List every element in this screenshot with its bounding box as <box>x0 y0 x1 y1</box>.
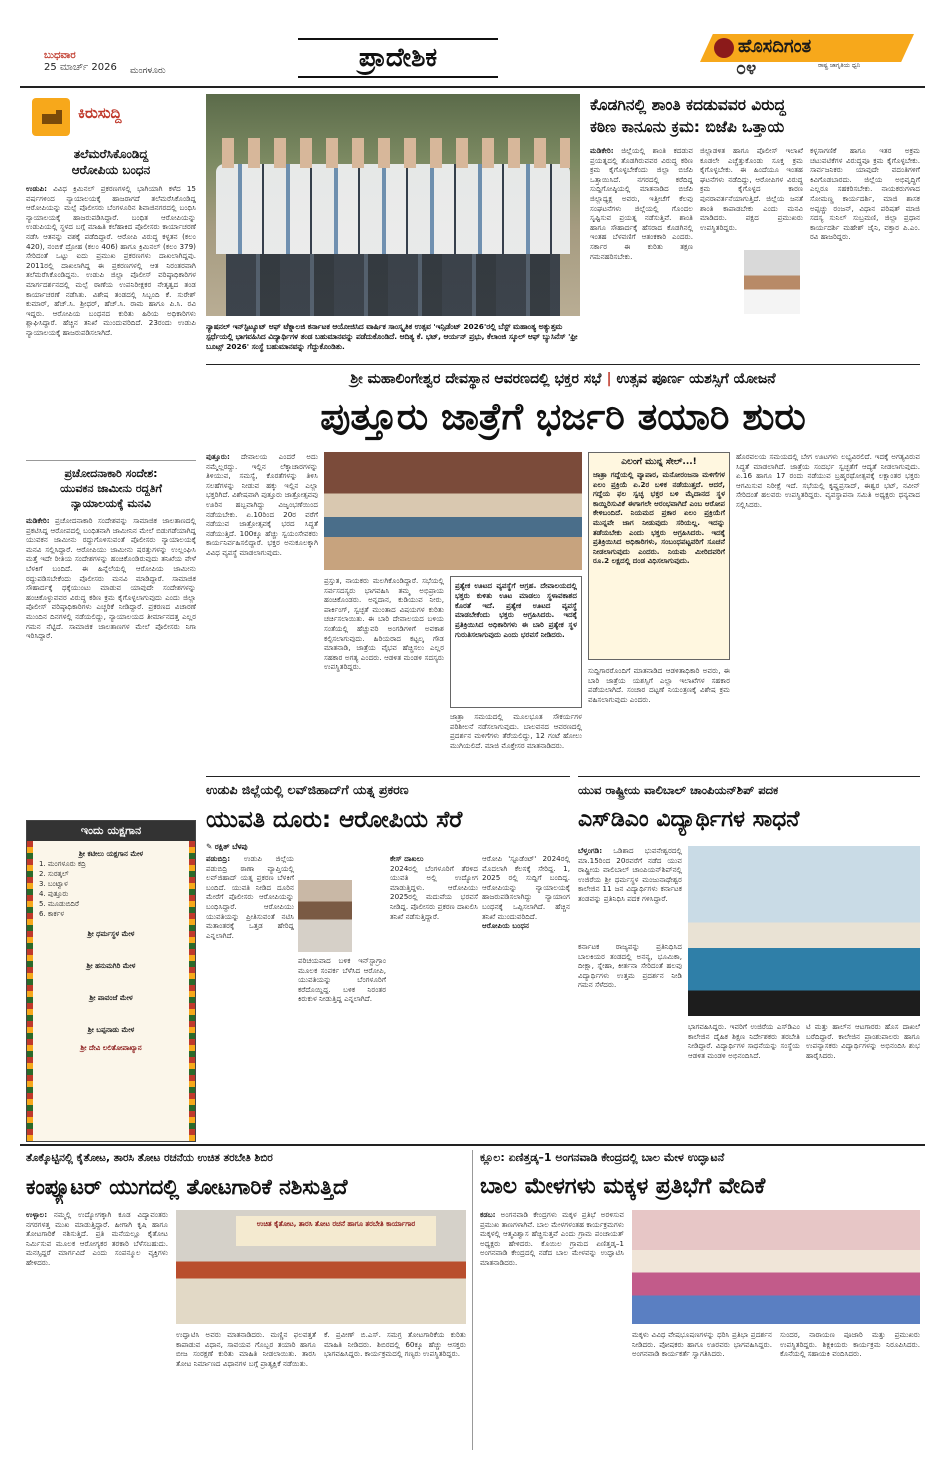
puttur-sidebar <box>588 452 730 660</box>
balamela-col2: ಮಕ್ಕಳು ವಿವಿಧ ವೇಷಭೂಷಣಗಳನ್ನು ಧರಿಸಿ ಪ್ರತಿಭಾ ಪ್ರದರ್ಶನ ನೀಡಿದರು. ಪೋಷಕರು ಹಾಗೂ ಊರವರು ಭಾಗವಹಿಸಿದ್ದರು. ಅಂಗನವಾಡಿ ಕಾರ್ಯಕರ್ತೆ ಸ್ವಾಗತಿಸಿದರು. <box>632 1330 772 1359</box>
kodagu-headline-2: ಕಠಿಣ ಕಾನೂನು ಕ್ರಮ: ಬಿಜೆಪಿ ಒತ್ತಾಯ <box>590 118 785 136</box>
troupe-item: ಶ್ರೀ ಧರ್ಮಸ್ಥಳ ಮೇಳ <box>87 930 135 938</box>
garden-col3: ಕೆ. ಪ್ರವೀಣ್ ಬಿ.ಎಸ್. ಸಮಗ್ರ ತೋಟಗಾರಿಕೆಯ ಕುರಿತು ಮಾಹಿತಿ ನೀಡಿದರು. ಶಿಬಿರದಲ್ಲಿ 60ಕ್ಕೂ ಹೆಚ್ಚು ಆಸಕ್ತರು ಭಾಗವಹಿಸಿದ್ದರು. ಕಾರ್ಯಕ್ರಮದಲ್ಲಿ ಗಣ್ಯರು ಉಪಸ್ಥಿತರಿದ್ದರು. <box>324 1330 466 1359</box>
yakshagana-border-right <box>189 841 195 1141</box>
paper-name: ಹೊಸದಿಗಂತ <box>738 36 812 57</box>
puttur-sidebar-title: ಎಲಂಗೆ ಮುನ್ನ ಸೇಲ್...! <box>621 457 697 467</box>
volleyball-col2: ಕರ್ನಾಟಕ ರಾಜ್ಯವನ್ನು ಪ್ರತಿನಿಧಿಸಿದ ಬಾಲಕಿಯರ ತಂಡದಲ್ಲಿ ಅನನ್ಯ, ಭೂಮಿಕಾ, ದೀಕ್ಷಾ, ಸ್ನೇಹಾ, ಕೀರ್ತನಾ ಸೇರಿದಂತೆ ಹಲವು ವಿದ್ಯಾರ್ಥಿಗಳು ಉತ್ತಮ ಪ್ರದರ್ಶನ ನೀಡಿ ಗಮನ ಸೆಳೆದರು. <box>578 942 682 990</box>
section-title: ಪ್ರಾದೇಶಿಕ <box>298 38 498 78</box>
udupi-accused-photo <box>298 880 352 952</box>
kirusuddi-column <box>26 94 196 800</box>
puttur-col3: ಜಾತ್ರಾ ಸಮಯದಲ್ಲಿ ಮೂಲಭೂತ ಸೌಕರ್ಯಗಳ ಪರಿಶೀಲನೆ ನಡೆಸಲಾಗುವುದು. ಬಾಲವನದ ಆವರಣದಲ್ಲಿ ಪ್ರದರ್ಶನ ಮಳಿಗೆಗಳು ತೆರೆಯಲಿದ್ದು, 12 ಗಂಟೆ ಹೋಲು ಮುಗಿಯಲಿದೆ. ಮಾಜಿ ಮೊಕ್ತೇಸರ ಮಾತನಾಡಿದರು. <box>450 712 582 750</box>
venue-item: 2. ಸುರತ್ಕಲ್ <box>39 870 69 878</box>
puttur-meeting-photo <box>324 452 582 570</box>
story1-body <box>26 184 196 454</box>
story2-headline-line3: ನ್ಯಾಯಾಲಯಕ್ಕೆ ಮನವಿ <box>70 497 152 510</box>
udupi-top-rule <box>206 776 570 777</box>
puttur-col5: ಹೊರವಲಯ ಸಮಯದಲ್ಲಿ ಬೇಗ ಊಟಗಳು ಲಭ್ಯವಿರಲಿದೆ. ಇದಕ್ಕೆ ಅಗತ್ಯವಿರುವ ಸಿದ್ಧತೆ ಮಾಡಲಾಗಿದೆ. ಜಾತ್ರೆಯ ಸಂದರ್ಭ ಸ್ವಚ್ಛತೆಗೆ ಆದ್ಯತೆ ನೀಡಲಾಗುವುದು. ಏ.16 ಹಾಗೂ 17 ರಂದು ನಡೆಯುವ ಬ್ರಹ್ಮರಥೋತ್ಸವಕ್ಕೆ ಲಕ್ಷಾಂತರ ಭಕ್ತರು ಆಗಮಿಸುವ ನಿರೀಕ್ಷೆ ಇದೆ. ಸಭೆಯಲ್ಲಿ ಕೃಷ್ಣಪ್ರಸಾದ್, ಈಶ್ವರ ಭಟ್, ನವೀನ್ ಸೇರಿದಂತೆ ಹಲವರು ಉಪಸ್ಥಿತರಿದ್ದರು. ವ್ಯವಸ್ಥಾಪನಾ ಸಮಿತಿ ಅಧ್ಯಕ್ಷರು ಧನ್ಯವಾದ ಸಲ್ಲಿಸಿದರು. <box>736 452 920 509</box>
city: ಮಂಗಳೂರು <box>130 66 166 76</box>
yakshagana-border-left <box>27 841 33 1141</box>
story2-headline-line2: ಯುವಕನ ಜಾಮೀನು ರದ್ದತಿಗೆ <box>60 482 162 495</box>
udupi-byline: ✎ ರಕ್ಷಿತ್ ಬೆಳಪು <box>206 842 248 851</box>
yakshagana-list <box>39 849 183 1053</box>
udupi-col1: ಪಡುಬಿದ್ರಿ: ಉಡುಪಿ ಜಿಲ್ಲೆಯ ಪಡುಬಿದ್ರಿ ಠಾಣಾ ವ್ಯಾಪ್ತಿಯಲ್ಲಿ ಲವ್‌ಜಿಹಾದ್ ಯತ್ನ ಪ್ರಕರಣ ಬೆಳಕಿಗೆ ಬಂದಿದೆ. ಯುವತಿ ನೀಡಿದ ದೂರಿನ ಮೇರೆಗೆ ಪೊಲೀಸರು ಆರೋಪಿಯನ್ನು ಬಂಧಿಸಿದ್ದಾರೆ. ಆರೋಪಿಯು ಯುವತಿಯನ್ನು ಪ್ರೀತಿಸುವಂತೆ ನಟಿಸಿ ಮತಾಂತರಕ್ಕೆ ಒತ್ತಡ ಹೇರಿದ್ದ ಎನ್ನಲಾಗಿದೆ. <box>206 854 294 940</box>
puttur-dateline: ಪುತ್ತೂರು: <box>206 452 230 461</box>
udupi-col4: ಆರೋಪಿ 'ಸ್ಟೂಡೆಂಟ್' 2024ರಲ್ಲಿ ಮೊದಲಾಗಿ ಕೆಲಸಕ್ಕೆ ಸೇರಿದ್ದ. 1, 2025 ರಲ್ಲಿ ಸುದ್ದಿಗೆ ಬಂದಿದ್ದ. ಆರೋಪಿಯನ್ನು ನ್ಯಾಯಾಲಯಕ್ಕೆ ಹಾಜರುಪಡಿಸಲಾಗಿದ್ದು ನ್ಯಾಯಾಂಗ ಬಂಧನಕ್ಕೆ ಒಪ್ಪಿಸಲಾಗಿದೆ. ಹೆಚ್ಚಿನ ತನಿಖೆ ಮುಂದುವರಿದಿದೆ. ಆರೋಪಿಯ ಬಂಧನ <box>482 854 570 931</box>
volleyball-col1: ಬೆಳ್ತಂಗಡಿ: ಒಡಿಶಾದ ಭುವನೇಶ್ವರದಲ್ಲಿ ಮಾ.15ರಿಂದ 20ರವರೆಗೆ ನಡೆದ ಯುವ ರಾಷ್ಟ್ರೀಯ ವಾಲಿಬಾಲ್ ಚಾಂಪಿಯನ್‌ಶಿಪ್‌ನಲ್ಲಿ ಉಜಿರೆಯ ಶ್ರೀ ಧರ್ಮಸ್ಥಳ ಮಂಜುನಾಥೇಶ್ವರ ಕಾಲೇಜಿನ 11 ಜನ ವಿದ್ಯಾರ್ಥಿಗಳು ಕರ್ನಾಟಕ ತಂಡವನ್ನು ಪ್ರತಿನಿಧಿಸಿ ಪದಕ ಗಳಿಸಿದ್ದಾರೆ. <box>578 846 682 903</box>
troupe-item: ಶ್ರೀ ಕಟೀಲು ಯಕ್ಷಗಾನ ಮೇಳ <box>78 850 144 858</box>
udupi-subhead: ಕೇಸ್ ದಾಖಲು <box>390 854 424 863</box>
kodagu-portrait <box>744 250 800 314</box>
kodagu-headline-1: ಕೊಡಗಿನಲ್ಲಿ ಶಾಂತಿ ಕದಡುವವರ ವಿರುದ್ಧ <box>590 96 786 114</box>
photo-people <box>206 134 580 316</box>
udupi-kicker: ಉಡುಪಿ ಜಿಲ್ಲೆಯಲ್ಲಿ ಲವ್‌ಜಿಹಾದ್‌ಗೆ ಯತ್ನ ಪ್ರಕರಣ <box>206 782 409 797</box>
puttur-col4: ಸುದ್ದಿಗಾರರೊಂದಿಗೆ ಮಾತನಾಡಿದ ಆಡಳಿತಾಧಿಕಾರಿ ಅವರು, ಈ ಬಾರಿ ಜಾತ್ರೆಯ ಯಶಸ್ಸಿಗೆ ಎಲ್ಲಾ ಇಲಾಖೆಗಳ ಸಹಕಾರ ಪಡೆಯಲಾಗಿದೆ. ಸಂಚಾರ ದಟ್ಟಣೆ ನಿಯಂತ್ರಣಕ್ಕೆ ವಿಶೇಷ ಕ್ರಮ ವಹಿಸಲಾಗುವುದು ಎಂದರು. <box>588 666 730 704</box>
udupi-headline: ಯುವತಿ ದೂರು: ಆರೋಪಿಯ ಸೆರೆ <box>206 807 463 833</box>
yakshagana-title: ಇಂದು ಯಕ್ಷಗಾನ <box>27 821 195 841</box>
story1-headline <box>26 146 196 178</box>
udupi-dateline: ಪಡುಬಿದ್ರಿ: <box>206 854 231 863</box>
balamela-kicker: ಕ್ಲೂಲ: ಏಣಿತ್ತಡ್ಕ–1 ಅಂಗನವಾಡಿ ಕೇಂದ್ರದಲ್ಲಿ ಬಾಲ ಮೇಳ ಉದ್ಘಾಟನೆ <box>480 1151 725 1164</box>
puttur-top-rule <box>206 364 920 365</box>
bottom-divider <box>472 1150 473 1450</box>
group-photo-caption: ನ್ಯಾಷನಲ್ ಇನ್‌ಸ್ಟಿಟ್ಯೂಟ್ ಆಫ್ ಟೆಕ್ನಾಲಜಿ ಕರ್ನಾಟಕ ಆಯೋಜಿಸಿದ ವಾರ್ಷಿಕ ಸಾಂಸ್ಕೃತಿಕ ಉತ್ಸವ 'ಇನ್ಸಿಡೆಂಟ್ 2026'ರಲ್ಲಿ ಬೆಸ್ಟ್ ಮಹಾಂತ್ಯ ಅತ್ಯುತ್ತಮ ಸ್ಪರ್ಧೆಯಲ್ಲಿ ಭಾಗವಹಿಸಿದ ವಿದ್ಯಾರ್ಥಿಗಳ ತಂಡ ಬಹುಮಾನವನ್ನು ಪಡೆದುಕೊಂಡಿದೆ. ಆದಿತ್ಯ ಕೆ. ಭಟ್, ಆರ್ಯನ್ ಪ್ರಭು, ಕೆಲಾಂಜಿ ಸ್ಕೂಲ್ ಆಫ್ ಬ್ಯುಸಿನೆಸ್ 'ಫ್ರೀ ಬೂಟ್ಸ್ 2026' ಸಂಸ್ಥೆ ಬಹುಮಾನವನ್ನು ಗೆದ್ದುಕೊಂಡಿತು. <box>206 322 578 351</box>
volleyball-team-photo <box>688 846 920 1016</box>
volleyball-dateline: ಬೆಳ್ತಂಗಡಿ: <box>578 846 603 855</box>
puttur-kicker: ಶ್ರೀ ಮಹಾಲಿಂಗೇಶ್ವರ ದೇವಸ್ಥಾನ ಆವರಣದಲ್ಲಿ ಭಕ್ತರ ಸಭೆ | ಉತ್ಸವ ಪೂರ್ಣ ಯಶಸ್ಸಿಗೆ ಯೋಜನೆ <box>350 371 776 387</box>
brand-logo-icon <box>714 38 734 58</box>
kodagu-col2: ಜಿಲ್ಲಾಡಳಿತ ಹಾಗೂ ಪೊಲೀಸ್ ಇಲಾಖೆ ಕೂಡಲೇ ಎಚ್ಚೆತ್ತುಕೊಂಡು ಸೂಕ್ತ ಕ್ರಮ ಕೈಗೊಳ್ಳಬೇಕು. ಈ ಹಿಂದೆಯೂ ಇಂತಹ ಘಟನೆಗಳು ನಡೆದಿದ್ದು, ಆರೋಪಿಗಳ ವಿರುದ್ಧ ಕ್ರಮ ಕೈಗೊಳ್ಳದ ಕಾರಣ ಪುನರಾವರ್ತನೆಯಾಗುತ್ತಿದೆ. ಜಿಲ್ಲೆಯ ಜನತೆ ಶಾಂತಿ ಕಾಪಾಡಬೇಕು ಎಂದು ಮನವಿ ಮಾಡಿದರು. ಪಕ್ಷದ ಪ್ರಮುಖರು ಉಪಸ್ಥಿತರಿದ್ದರು. <box>700 146 803 232</box>
group-photo <box>206 94 580 316</box>
balamela-children-photo <box>632 1210 920 1324</box>
kodagu-col3: ಕಳ್ಳಸಾಗಣಿಕೆ ಹಾಗೂ ಇತರ ಅಕ್ರಮ ಚಟುವಟಿಕೆಗಳ ವಿರುದ್ಧವೂ ಕ್ರಮ ಕೈಗೊಳ್ಳಬೇಕು. ಸಾರ್ವಜನಿಕರು ಯಾವುದೇ ವದಂತಿಗಳಿಗೆ ಕಿವಿಗೊಡಬಾರದು. ಜಿಲ್ಲೆಯ ಅಭಿವೃದ್ಧಿಗೆ ಎಲ್ಲರೂ ಸಹಕರಿಸಬೇಕು. ನಾಯಕರುಗಳಾದ ಸೋಮಣ್ಣ ಕಾರ್ಯದರ್ಶಿ, ಮಾಜಿ ಶಾಸಕ ಅಪ್ಪಚ್ಚು ರಂಜನ್, ವಿಧಾನ ಪರಿಷತ್ ಮಾಜಿ ಸದಸ್ಯ ಸುನಿಲ್ ಸುಬ್ರಮಣಿ, ಜಿಲ್ಲಾ ಪ್ರಧಾನ ಕಾರ್ಯದರ್ಶಿ ಮಹೇಶ್ ಜೈನಿ, ವಕ್ತಾರ ಪಿ.ಎಂ. ರವಿ ಹಾಜರಿದ್ದರು. <box>810 146 920 242</box>
weekday: ಬುಧವಾರ <box>44 50 76 61</box>
kirusuddi-label: ಕಿರುಸುದ್ದಿ <box>78 104 122 122</box>
page-number: ೦೪ <box>736 58 757 79</box>
story2-text: ಪ್ರಚೋದನಾಕಾರಿ ಸಂದೇಶವನ್ನು ಸಾಮಾಜಿಕ ಜಾಲತಾಣದಲ್ಲಿ ಪ್ರಕಟಿಸಿದ್ದ ಆರೋಪದಲ್ಲಿ ಬಂಧಿತನಾಗಿ ಜಾಮೀನಿನ ಮೇಲೆ ಬಿಡುಗಡೆಯಾಗಿದ್ದ ಯುವಕನ ಜಾಮೀನು ರದ್ದುಗೊಳಿಸುವಂತೆ ಪೊಲೀಸರು ನ್ಯಾಯಾಲಯಕ್ಕೆ ಮನವಿ ಸಲ್ಲಿಸಿದ್ದಾರೆ. ಆರೋಪಿಯು ಜಾಮೀನು ಷರತ್ತುಗಳನ್ನು ಉಲ್ಲಂಘಿಸಿ ಮತ್ತೆ ಇದೇ ರೀತಿಯ ಸಂದೇಶಗಳನ್ನು ಹಂಚಿಕೊಂಡಿರುವುದು ತನಿಖೆಯ ವೇಳೆ ಬೆಳಕಿಗೆ ಬಂದಿದೆ. ಈ ಹಿನ್ನೆಲೆಯಲ್ಲಿ ಆರೋಪಿಯ ಜಾಮೀನು ರದ್ದುಪಡಿಸಬೇಕೆಂದು ಪೊಲೀಸರು ಮನವಿ ಮಾಡಿದ್ದಾರೆ. ಸಾಮಾಜಿಕ ಸೌಹಾರ್ದಕ್ಕೆ ಧಕ್ಕೆಯುಂಟು ಮಾಡುವ ಯಾವುದೇ ಸಂದೇಶಗಳನ್ನು ಹಂಚಿಕೊಳ್ಳುವವರ ವಿರುದ್ಧ ಕಠಿಣ ಕ್ರಮ ಕೈಗೊಳ್ಳಲಾಗುವುದು ಎಂದು ಜಿಲ್ಲಾ ಪೊಲೀಸ್ ವರಿಷ್ಠಾಧಿಕಾರಿಗಳು ಎಚ್ಚರಿಕೆ ನೀಡಿದ್ದಾರೆ. ಪ್ರಕರಣದ ವಿಚಾರಣೆ ಮುಂದಿನ ದಿನಗಳಲ್ಲಿ ನಡೆಯಲಿದ್ದು, ನ್ಯಾಯಾಲಯದ ತೀರ್ಮಾನದತ್ತ ಎಲ್ಲರ ಗಮನ ನೆಟ್ಟಿದೆ. ಸಾಮಾಜಿಕ ಜಾಲತಾಣಗಳ ಮೇಲೆ ಪೊಲೀಸರು ನಿಗಾ ಇರಿಸಿದ್ದಾರೆ. <box>26 516 196 641</box>
balamela-headline: ಬಾಲ ಮೇಳಗಳು ಮಕ್ಕಳ ಪ್ರತಿಭೆಗೆ ವೇದಿಕೆ <box>480 1174 766 1199</box>
puttur-kicker-left: ಶ್ರೀ ಮಹಾಲಿಂಗೇಶ್ವರ ದೇವಸ್ಥಾನ ಆವರಣದಲ್ಲಿ ಭಕ್ತರ ಸಭೆ <box>350 371 602 387</box>
puttur-headline: ಪುತ್ತೂರು ಜಾತ್ರೆಗೆ ಭರ್ಜರಿ ತಯಾರಿ ಶುರು <box>320 395 806 438</box>
garden-dateline: ಉಳ್ಳಾಲ: <box>26 1210 48 1219</box>
story1-dateline: ಉಡುಪಿ: <box>26 184 48 193</box>
volleyball-headline: ಎಸ್‌ಡಿಎಂ ವಿದ್ಯಾರ್ಥಿಗಳ ಸಾಧನೆ <box>578 807 800 832</box>
garden-headline: ಕಂಪ್ಯೂಟರ್ ಯುಗದಲ್ಲಿ ತೋಟಗಾರಿಕೆ ನಶಿಸುತ್ತಿದೆ <box>26 1175 348 1199</box>
volleyball-col3: ಭಾಗವಹಿಸಿದ್ದರು. ಇವರಿಗೆ ಉಜಿರೆಯ ಎಸ್‌ಡಿಎಂ ಕಾಲೇಜಿನ ದೈಹಿಕ ಶಿಕ್ಷಣ ನಿರ್ದೇಶಕರು ತರಬೇತಿ ನೀಡಿದ್ದಾರೆ. ವಿದ್ಯಾರ್ಥಿಗಳ ಸಾಧನೆಯನ್ನು ಸಂಸ್ಥೆಯ ಆಡಳಿತ ಮಂಡಳಿ ಅಭಿನಂದಿಸಿದೆ. <box>688 1022 800 1060</box>
garden-banner: ಉಚಿತ ಕೈತೋಟ, ತಾರಸಿ ತೋಟ ರಚನೆ ಹಾಗೂ ತರಬೇತಿ ಕಾರ್ಯಾಗಾರ <box>236 1216 436 1246</box>
venue-item: 1. ಮಂಗಳೂರು ಕದ್ರಿ <box>39 860 86 868</box>
pen-icon: ✎ <box>206 842 213 851</box>
yakshagana-footer: ಶ್ರೀ ದೇವಿ ಲಲಿತೋಪಾಖ್ಯಾನ <box>80 1044 142 1052</box>
venue-item: 3. ಬಂಟ್ವಾಳ <box>39 880 68 888</box>
garden-col2: ಉದ್ಘಾಟಿಸಿ ಅವರು ಮಾತನಾಡಿದರು. ಮಣ್ಣಿನ ಫಲವತ್ತತೆ ಕಾಪಾಡುವ ವಿಧಾನ, ಸಾವಯವ ಗೊಬ್ಬರ ತಯಾರಿ ಹಾಗೂ ಬೀಜ ಸಂರಕ್ಷಣೆ ಕುರಿತು ಮಾಹಿತಿ ನೀಡಲಾಯಿತು. ತಾರಸಿ ತೋಟ ನಿರ್ಮಾಣದ ವಿಧಾನಗಳ ಬಗ್ಗೆ ಪ್ರಾತ್ಯಕ್ಷಿಕೆ ನಡೆಯಿತು. <box>176 1330 316 1368</box>
garden-event-photo <box>176 1210 466 1324</box>
troupe-item: ಶ್ರೀ ಹನುಮಗಿರಿ ಮೇಳ <box>86 962 136 970</box>
masthead-rule <box>20 86 925 88</box>
story1-headline-line1: ತಲೆಮರೆಸಿಕೊಂಡಿದ್ದ <box>73 147 149 161</box>
puttur-sidebar-body: ಜಾತ್ರಾ ಗದ್ದೆಯಲ್ಲಿ ವ್ಯಾಪಾರ, ಮನೋರಂಜನಾ ಮಳಿಗೆಗಳ ಏಲಂ ಪ್ರಕ್ರಿಯೆ ಏ.2ರ ಬಳಿಕ ನಡೆಯುತ್ತದೆ. ಆದರೆ, ಗದ್ದೆಯ ಫಲ ಸ್ವಚ್ಛ ಭಕ್ತರ ಬಳಿ ಮೈದಾನದ ಸ್ಥಳ ಕಾಯ್ದಿರಿಸುವಿಕೆ ಈಗಾಗಲೇ ಆರಂಭವಾಗಿದೆ ಎಂಬ ಆರೋಪ ಕೇಳಿಬಂದಿದೆ. ನಿಯಮದ ಪ್ರಕಾರ ಏಲಂ ಪ್ರಕ್ರಿಯೆಗೆ ಮುನ್ನವೇ ಜಾಗ ನೀಡುವುದು ಸರಿಯಲ್ಲ. ಇದನ್ನು ತಡೆಯಬೇಕು ಎಂದು ಭಕ್ತರು ಆಗ್ರಹಿಸಿದರು. ಇದಕ್ಕೆ ಪ್ರತಿಕ್ರಿಯಿಸಿದ ಅಧಿಕಾರಿಗಳು, ಸಂಬಂಧಪಟ್ಟವರಿಗೆ ಸೂಚನೆ ನೀಡಲಾಗುವುದು ಎಂದರು. ನಿಯಮ ಮೀರಿದವರಿಗೆ ರೂ.2 ಲಕ್ಷದಲ್ಲಿ ದಂಡ ವಿಧಿಸಲಾಗುವುದು. <box>593 470 725 566</box>
kodagu-story <box>590 94 920 362</box>
story2-body <box>26 516 196 800</box>
puttur-col2: ಪ್ರಸ್ತುತ, ನಾಯಕರು ಮಲಗಿಕೊಂಡಿದ್ದಾರೆ. ಸಭೆಯಲ್ಲಿ ಸರ್ವಸದಸ್ಯರು ಭಾಗವಹಿಸಿ ತಮ್ಮ ಅಭಿಪ್ರಾಯ ಹಂಚಿಕೊಂಡರು. ಅನ್ನದಾನ, ಕುಡಿಯುವ ನೀರು, ಪಾರ್ಕಿಂಗ್, ಸ್ವಚ್ಛತೆ ಮುಂತಾದ ವಿಷಯಗಳ ಕುರಿತು ಚರ್ಚಿಸಲಾಯಿತು. ಈ ಬಾರಿ ದೇವಾಲಯದ ಬಳಿಯ ಸಂತೆಯಲ್ಲಿ ಹೆಚ್ಚುವರಿ ಅಂಗಡಿಗಳಿಗೆ ಅವಕಾಶ ಕಲ್ಪಿಸಲಾಗುವುದು. ಹಿರಿಯರಾದ ಕಟ್ಟಲ್ಕ ಗೌಡ ಮಾತನಾಡಿ, ಜಾತ್ರೆಯ ವೈಭವ ಹೆಚ್ಚಿಸಲು ಎಲ್ಲರ ಸಹಕಾರ ಅಗತ್ಯ ಎಂದರು. ಆಡಳಿತ ಮಂಡಳಿ ಸದಸ್ಯರು ಉಪಸ್ಥಿತರಿದ್ದರು. <box>324 576 444 672</box>
venue-item: 4. ಪುತ್ತೂರು <box>39 890 69 898</box>
puttur-kicker-right: ಉತ್ಸವ ಪೂರ್ಣ ಯಶಸ್ಸಿಗೆ ಯೋಜನೆ <box>616 371 776 387</box>
bottom-rule <box>20 1144 925 1146</box>
udupi-col3: ಕೇಸ್ ದಾಖಲು 2024ರಲ್ಲಿ ಬೆಂಗಳೂರಿಗೆ ತೆರಳಿದ ಯುವತಿ ಅಲ್ಲಿ ಉದ್ಯೋಗ ಮಾಡುತ್ತಿದ್ದಳು. ಆರೋಪಿಯು 2025ರಲ್ಲಿ ಮದುವೆಯ ಭರವಸೆ ನೀಡಿದ್ದ. ಪೊಲೀಸರು ಪ್ರಕರಣ ದಾಖಲಿಸಿ ತನಿಖೆ ನಡೆಸುತ್ತಿದ್ದಾರೆ. <box>390 854 478 921</box>
volleyball-top-rule <box>578 776 920 777</box>
yakshagana-box <box>26 820 196 1142</box>
puttur-col1: ಪುತ್ತೂರು: ದೇವಾಲಯ ಎಂದರೆ ಅದು ನಮ್ಮೆಲ್ಲರದ್ದು. ಇಲ್ಲಿನ ಲೆಕ್ಕಾಚಾರಗಳನ್ನು ತಿಳಿಯುವ, ಸಮಸ್ಯೆ, ಕೊರತೆಗಳನ್ನು ತಿಳಿಸಿ ಸಲಹೆಗಳನ್ನು ನೀಡುವ ಹಕ್ಕು ಇಲ್ಲಿನ ಎಲ್ಲಾ ಭಕ್ತರಿಗಿದೆ. ವಿಶೇಷವಾಗಿ ಪುತ್ತೂರು ಜಾತ್ರೋತ್ಸವವು ಊರಿನ ಹಬ್ಬವಾಗಿದ್ದು ವಿಜೃಂಭಣೆಯಿಂದ ನಡೆಯಬೇಕು. ಏ.10ರಿಂದ 20ರ ವರೆಗೆ ನಡೆಯುವ ಜಾತ್ರೋತ್ಸವಕ್ಕೆ ಭರದ ಸಿದ್ಧತೆ ನಡೆಯುತ್ತಿದೆ. 100ಕ್ಕೂ ಹೆಚ್ಚು ಸ್ವಯಂಸೇವಕರು ಕಾರ್ಯನಿರ್ವಹಿಸಲಿದ್ದಾರೆ. ಭಕ್ತರ ಅನುಕೂಲಕ್ಕಾಗಿ ವಿವಿಧ ವ್ಯವಸ್ಥೆ ಮಾಡಲಾಗುವುದು. <box>206 452 318 557</box>
puttur-pullquote-text: ಪ್ರತ್ಯೇಕ ಊಟದ ವ್ಯವಸ್ಥೆಗೆ ಆಗ್ರಹ. ದೇವಾಲಯದಲ್ಲಿ ಭಕ್ತರು ಕುಳಿತು ಊಟ ಮಾಡಲು ಸ್ಥಳಾವಕಾಶದ ಕೊರತೆ ಇದೆ. ಪ್ರತ್ಯೇಕ ಊಟದ ವ್ಯವಸ್ಥೆ ಮಾಡಬೇಕೆಂದು ಭಕ್ತರು ಆಗ್ರಹಿಸಿದರು. ಇದಕ್ಕೆ ಪ್ರತಿಕ್ರಿಯಿಸಿದ ಅಧಿಕಾರಿಗಳು ಈ ಬಾರಿ ಪ್ರತ್ಯೇಕ ಸ್ಥಳ ಗುರುತಿಸಲಾಗುವುದು ಎಂದು ಭರವಸೆ ನೀಡಿದರು. <box>455 581 577 639</box>
puttur-pullquote <box>450 576 582 708</box>
udupi-col2: ಪರಿಚಯವಾದ ಬಳಿಕ ಇನ್‌ಸ್ಟಾಗ್ರಾಂ ಮೂಲಕ ಸಂಪರ್ಕ ಬೆಳೆಸಿದ ಆರೋಪಿ, ಯುವತಿಯನ್ನು ಬೆಂಗಳೂರಿಗೆ ಕರೆದೊಯ್ದಿದ್ದ. ಬಳಿಕ ನಿರಂತರ ಕಿರುಕುಳ ನೀಡುತ್ತಿದ್ದ ಎನ್ನಲಾಗಿದೆ. <box>298 956 386 1004</box>
story1-headline-line2: ಆರೋಪಿಯ ಬಂಧನ <box>71 163 151 177</box>
volleyball-col4: ಟಿ ಮತ್ತು ಹಾಲ್‌ನ ಆಟಗಾರರು ಹೊಸ ದಾಖಲೆ ಬರೆದಿದ್ದಾರೆ. ಕಾಲೇಜಿನ ಪ್ರಾಂಶುಪಾಲರು ಹಾಗೂ ಉಪನ್ಯಾಸಕರು ವಿದ್ಯಾರ್ಥಿಗಳನ್ನು ಅಭಿನಂದಿಸಿ ಶುಭ ಹಾರೈಸಿದರು. <box>806 1022 920 1060</box>
balamela-col1: ಕಡಬ: ಅಂಗನವಾಡಿ ಕೇಂದ್ರಗಳು ಮಕ್ಕಳ ಪ್ರತಿಭೆ ಅರಳಿಸುವ ಪ್ರಮುಖ ತಾಣಗಳಾಗಿವೆ. ಬಾಲ ಮೇಳಗಳಂತಹ ಕಾರ್ಯಕ್ರಮಗಳು ಮಕ್ಕಳಲ್ಲಿ ಆತ್ಮವಿಶ್ವಾಸ ಹೆಚ್ಚಿಸುತ್ತವೆ ಎಂದು ಗ್ರಾಮ ಪಂಚಾಯತ್ ಅಧ್ಯಕ್ಷರು ಹೇಳಿದರು. ಕೊಯಿಲ ಗ್ರಾಮದ ಏಣಿತ್ತಡ್ಕ–1 ಅಂಗನವಾಡಿ ಕೇಂದ್ರದಲ್ಲಿ ನಡೆದ ಬಾಲ ಮೇಳವನ್ನು ಉದ್ಘಾಟಿಸಿ ಮಾತನಾಡಿದರು. <box>480 1210 624 1267</box>
date-block <box>44 50 194 73</box>
kodagu-col1: ಮಡಿಕೇರಿ: ಜಿಲ್ಲೆಯಲ್ಲಿ ಶಾಂತಿ ಕದಡುವ ಪ್ರಯತ್ನದಲ್ಲಿ ತೊಡಗಿರುವವರ ವಿರುದ್ಧ ಕಠಿಣ ಕ್ರಮ ಕೈಗೊಳ್ಳಬೇಕೆಂದು ಜಿಲ್ಲಾ ಬಿಜೆಪಿ ಒತ್ತಾಯಿಸಿದೆ. ನಗರದಲ್ಲಿ ಕರೆದಿದ್ದ ಸುದ್ದಿಗೋಷ್ಠಿಯಲ್ಲಿ ಮಾತನಾಡಿದ ಬಿಜೆಪಿ ಜಿಲ್ಲಾಧ್ಯಕ್ಷ ಅವರು, ಇತ್ತೀಚೆಗೆ ಕೆಲವು ಸಂಘಟನೆಗಳು ಜಿಲ್ಲೆಯಲ್ಲಿ ಗೊಂದಲ ಸೃಷ್ಟಿಸುವ ಪ್ರಯತ್ನ ನಡೆಸುತ್ತಿವೆ. ಶಾಂತಿ ಹಾಗೂ ಸೌಹಾರ್ದಕ್ಕೆ ಹೆಸರಾದ ಕೊಡಗಿನಲ್ಲಿ ಇಂತಹ ಬೆಳವಣಿಗೆ ಆತಂಕಕಾರಿ ಎಂದರು. ಸರ್ಕಾರ ಈ ಕುರಿತು ತಕ್ಷಣ ಗಮನಹರಿಸಬೇಕು. <box>590 146 693 261</box>
udupi-subhead2: ಆರೋಪಿಯ ಬಂಧನ <box>482 921 529 931</box>
troupe-item: ಶ್ರೀ ಪಾವಂಜೆ ಮೇಳ <box>89 994 133 1002</box>
balamela-dateline: ಕಡಬ: <box>480 1210 496 1219</box>
brand-block <box>700 34 914 78</box>
story2-headline <box>26 466 196 511</box>
story2-headline-line1: ಪ್ರಚೋದನಾಕಾರಿ ಸಂದೇಶ: <box>64 467 158 480</box>
venue-item: 6. ಕಾರ್ಕಳ <box>39 910 65 918</box>
troupe-item: ಶ್ರೀ ಬಪ್ಪನಾಡು ಮೇಳ <box>87 1026 135 1034</box>
story1-text: ವಿವಿಧ ಕ್ರಿಮಿನಲ್ ಪ್ರಕರಣಗಳಲ್ಲಿ ಭಾಗಿಯಾಗಿ ಕಳೆದ 15 ವರ್ಷಗಳಿಂದ ನ್ಯಾಯಾಲಯಕ್ಕೆ ಹಾಜರಾಗದೆ ತಲೆಮರೆಸಿಕೊಂಡಿದ್ದ ಆರೋಪಿಯನ್ನು ಮಲ್ಪೆ ಪೊಲೀಸರು ಬೆಂಗಳೂರಿನ ಶಿವಾಜಿನಗರದಲ್ಲಿ ಬಂಧಿಸಿ ನ್ಯಾಯಾಲಯಕ್ಕೆ ಹಾಜರುಪಡಿಸಿದ್ದಾರೆ. ಬಂಧಿತ ಆರೋಪಿಯನ್ನು ಉಡುಪಿಯಲ್ಲಿ ಸ್ಥಳದ ಬಗ್ಗೆ ಮಾಹಿತಿ ಕಲೆಹಾಕಿದ ಪೊಲೀಸರು ಕಾರ್ಯಾಚರಣೆ ನಡೆಸಿ ಆತನನ್ನು ವಶಕ್ಕೆ ಪಡೆದಿದ್ದಾರೆ. ಆರೋಪಿ ವಿರುದ್ಧ ಕಳ್ಳತನ (ಕಲಂ 420), ನಂಬಿಕೆ ದ್ರೋಹ (ಕಲಂ 406) ಹಾಗೂ ಕ್ರಿಮಿನಲ್ (ಕಲಂ 379) ಸೇರಿದಂತೆ ಒಟ್ಟು ಐದು ಪ್ರಮುಖ ಪ್ರಕರಣಗಳು ದಾಖಲಾಗಿದ್ದವು. 2011ರಲ್ಲಿ ದಾಖಲಾಗಿದ್ದ ಈ ಪ್ರಕರಣಗಳಲ್ಲಿ ಆತ ನಿರಂತರವಾಗಿ ತಲೆಮರೆಸಿಕೊಂಡಿದ್ದನು. ಉಡುಪಿ ಜಿಲ್ಲಾ ಪೊಲೀಸ್ ವರಿಷ್ಠಾಧಿಕಾರಿಗಳ ಮಾರ್ಗದರ್ಶನದಲ್ಲಿ ಮಲ್ಪೆ ಠಾಣೆಯ ಉಪನಿರೀಕ್ಷಕರ ನೇತೃತ್ವದ ತಂಡ ಕಾರ್ಯಾಚರಣೆ ನಡೆಸಿತು. ವಿಶೇಷ ತಂಡದಲ್ಲಿ ಸಿಬ್ಬಂದಿ ಕೆ. ಸುರೇಶ್ ಕುಮಾರ್, ಹೆಚ್.ಸಿ. ಶ್ರೀಧರ್, ಹೆಚ್.ಸಿ. ರಾಮ ಹಾಗೂ ಪಿ.ಸಿ. ರವಿ ಇದ್ದರು. ಆರೋಪಿಯ ಬಂಧನದ ಕುರಿತು ಹಿರಿಯ ಅಧಿಕಾರಿಗಳು ಶ್ಲಾಘಿಸಿದ್ದಾರೆ. ಹೆಚ್ಚಿನ ತನಿಖೆ ಮುಂದುವರಿದಿದೆ. 23ರಂದು ಉಡುಪಿ ನ್ಯಾಯಾಲಯಕ್ಕೆ ಹಾಜರುಪಡಿಸಲಾಗಿದೆ. <box>26 184 196 337</box>
pointing-hand-icon <box>32 98 70 136</box>
kirusuddi-header <box>26 94 196 140</box>
garden-col1: ಉಳ್ಳಾಲ: ನಮ್ಮಲ್ಲಿ ಉದ್ಯೋಗಕ್ಕಾಗಿ ಕೂಡ ವಿದ್ಯಾವಂತರು ನಗರಗಳತ್ತ ಮುಖ ಮಾಡುತ್ತಿದ್ದಾರೆ. ಹೀಗಾಗಿ ಕೃಷಿ ಹಾಗೂ ತೋಟಗಾರಿಕೆ ನಶಿಸುತ್ತಿದೆ. ಪ್ರತಿ ಮನೆಯಲ್ಲೂ ಕೈತೋಟ ನಿರ್ಮಿಸುವ ಮೂಲಕ ಆರೋಗ್ಯಕರ ತರಕಾರಿ ಬೆಳೆಸಬಹುದು. ಮನಸ್ಸಿದ್ದರೆ ಮಾರ್ಗವಿದೆ ಎಂದು ಸಂಪನ್ಮೂಲ ವ್ಯಕ್ತಿಗಳು ಹೇಳಿದರು. <box>26 1210 168 1267</box>
story2-dateline: ಮಡಿಕೇರಿ: <box>26 516 50 525</box>
kodagu-dateline: ಮಡಿಕೇರಿ: <box>590 146 614 155</box>
kirusuddi-divider <box>26 460 196 461</box>
volleyball-kicker: ಯುವ ರಾಷ್ಟ್ರೀಯ ವಾಲಿಬಾಲ್ ಚಾಂಪಿಯನ್‌ಶಿಪ್ ಪದಕ <box>578 783 779 797</box>
venue-item: 5. ಮೂಡುಬಿದಿರೆ <box>39 900 79 908</box>
garden-kicker: ತೊಕ್ಕೊಟ್ಟಿನಲ್ಲಿ ಕೈತೋಟ, ತಾರಸಿ ತೋಟ ರಚನೆಯ ಉಚಿತ ತರಬೇತಿ ಶಿಬಿರ <box>26 1152 273 1164</box>
date: 25 ಮಾರ್ಚ್ 2026 <box>44 62 117 73</box>
balamela-col3: ಸುಂದರ, ನಾರಾಯಣ ಪೂಜಾರಿ ಮತ್ತು ಪ್ರಮುಖರು ಉಪಸ್ಥಿತರಿದ್ದರು. ಶಿಕ್ಷಕಿಯರು ಕಾರ್ಯಕ್ರಮ ನಿರೂಪಿಸಿದರು. ಕೊನೆಯಲ್ಲಿ ಸಹಾಯಕಿ ವಂದಿಸಿದರು. <box>780 1330 920 1359</box>
tagline: ರಾಷ್ಟ್ರ ಜಾಗೃತಿಯ ಧ್ವನಿ <box>818 62 861 69</box>
masthead <box>0 0 945 88</box>
